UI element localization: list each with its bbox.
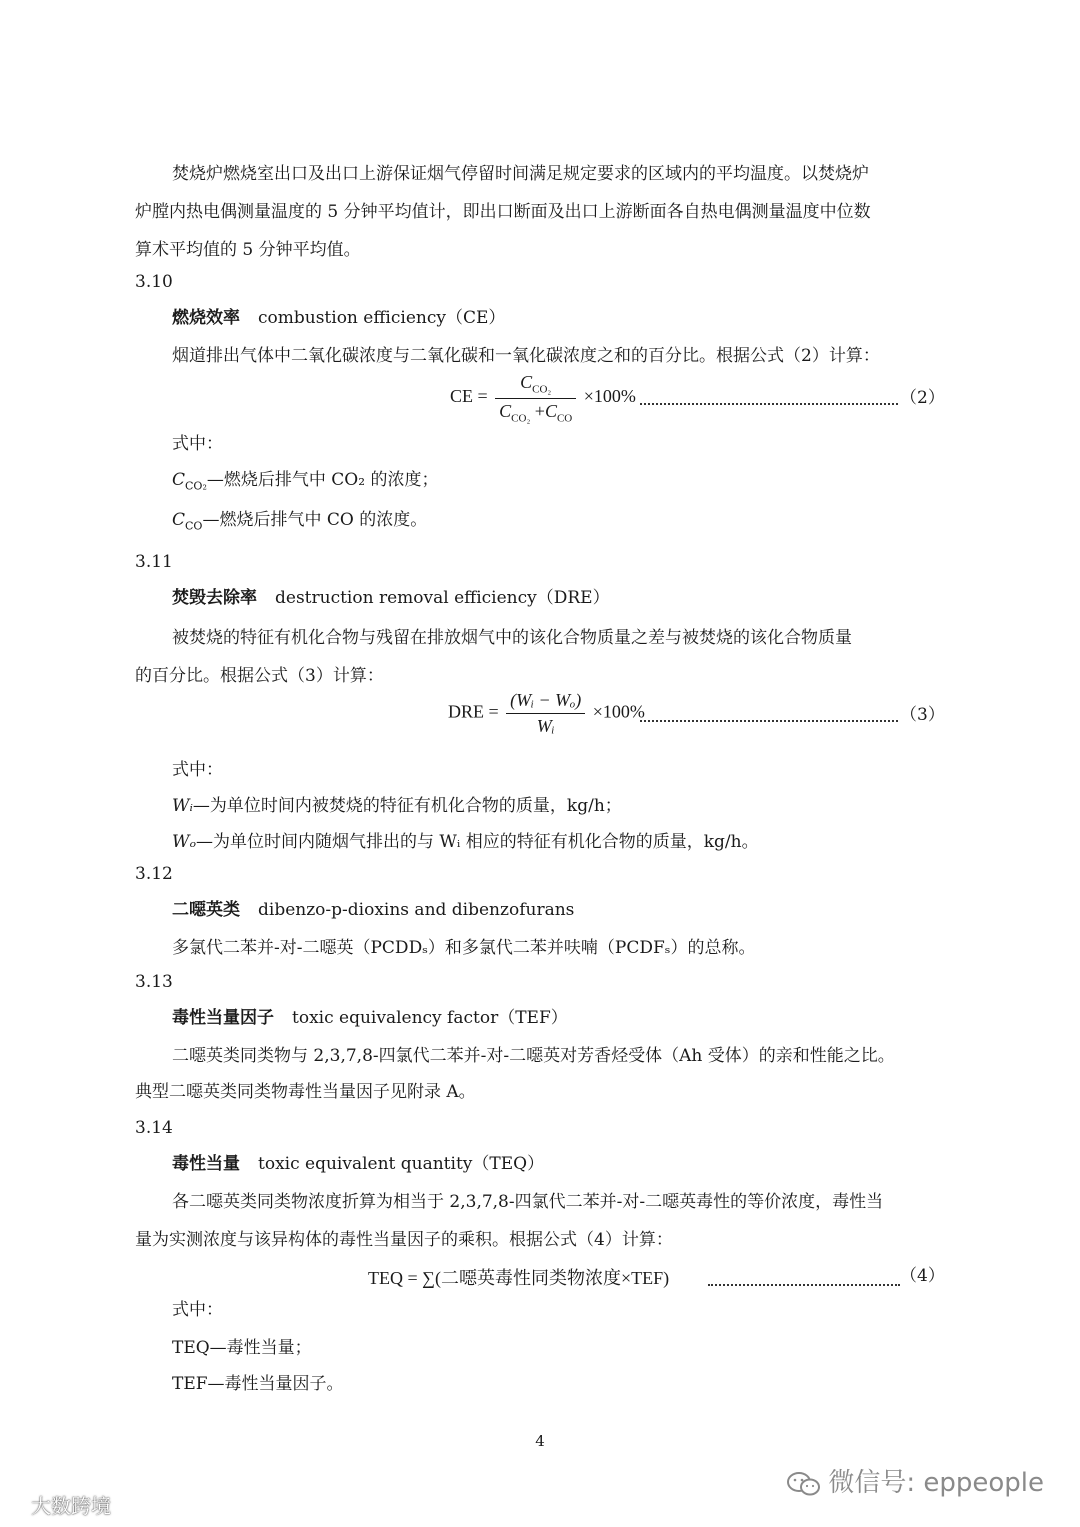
paragraph-line: 算术平均值的 5 分钟平均值。	[135, 240, 361, 260]
term-description: 各二噁英类同类物浓度折算为相当于 2,3,7,8-四氯代二苯并-对-二噁英毒性的等价浓度，毒性当	[172, 1192, 884, 1212]
definition-line: TEQ—毒性当量；	[172, 1338, 312, 1358]
watermark-left	[6, 1490, 111, 1519]
formula-operator: +	[530, 400, 545, 421]
term-en: destruction removal efficiency（DRE）	[275, 588, 610, 608]
formula-symbol: C	[544, 400, 557, 421]
watermark-right	[786, 1462, 1044, 1499]
leader-dots	[640, 403, 898, 405]
formula-fraction	[506, 690, 585, 737]
term-description: 的百分比。根据公式（3）计算：	[135, 666, 384, 686]
definition-line	[172, 830, 759, 854]
watermark-text: 微信号: eppeople	[828, 1468, 1044, 1498]
definition-text: —为单位时间内随烟气排出的与 Wᵢ 相应的特征有机化合物的质量，kg/h。	[196, 832, 759, 852]
term-cn: 毒性当量	[172, 1154, 240, 1174]
term-en: toxic equivalent quantity（TEQ）	[258, 1154, 545, 1174]
page-number: 4	[535, 1432, 545, 1450]
definition-symbol: C	[172, 510, 186, 530]
where-label: 式中：	[172, 434, 223, 454]
definition-text: —为单位时间内被焚烧的特征有机化合物的质量，kg/h；	[192, 796, 622, 816]
formula-lhs: DRE =	[448, 701, 499, 722]
where-label: 式中：	[172, 1300, 223, 1320]
equation-number: （2）	[900, 388, 945, 408]
formula-subscript: CO₂	[532, 383, 552, 396]
term-description: 烟道排出气体中二氧化碳浓度与二氧化碳和一氧化碳浓度之和的百分比。根据公式（2）计算：	[172, 346, 880, 366]
section-number: 3.14	[135, 1118, 173, 1138]
definition-text: —燃烧后排气中 CO₂ 的浓度；	[206, 470, 439, 490]
watermark-text: 大数跨境	[31, 1494, 111, 1518]
term-cn: 毒性当量因子	[172, 1008, 274, 1028]
where-label: 式中：	[172, 760, 223, 780]
formula-ce	[450, 372, 636, 424]
formula-numerator: (Wᵢ − Wₒ)	[506, 690, 585, 714]
formula-denominator: Wᵢ	[536, 716, 555, 736]
definition-subscript: CO₂	[185, 479, 207, 493]
formula-fraction	[495, 372, 576, 424]
formula-teq: TEQ = ∑(二噁英毒性同类物浓度×TEF)	[368, 1268, 670, 1288]
term-heading	[172, 1152, 544, 1176]
definition-line	[172, 794, 622, 818]
section-number: 3.10	[135, 272, 173, 292]
logo-icon	[6, 1499, 28, 1517]
definition-line	[172, 508, 427, 538]
term-cn: 焚毁去除率	[172, 588, 257, 608]
definition-text: —燃烧后排气中 CO 的浓度。	[202, 510, 428, 530]
term-cn: 二噁英类	[172, 900, 240, 920]
definition-symbol: C	[172, 470, 186, 490]
formula-subscript: CO₂	[511, 412, 531, 425]
wechat-logo-icon	[786, 1471, 822, 1497]
equation-number: （3）	[900, 705, 945, 725]
definition-subscript: CO	[185, 519, 203, 533]
formula-lhs: CE =	[450, 386, 488, 407]
definition-symbol: Wₒ	[172, 832, 197, 852]
leader-dots	[708, 1284, 900, 1286]
term-description: 二噁英类同类物与 2,3,7,8-四氯代二苯并-对-二噁英对芳香烃受体（Ah 受体）的亲和性能之比。	[172, 1046, 895, 1066]
section-number: 3.12	[135, 864, 173, 884]
formula-rhs: ×100%	[583, 386, 636, 407]
paragraph-line: 炉膛内热电偶测量温度的 5 分钟平均值计，即出口断面及出口上游断面各自热电偶测量温度中位数	[135, 202, 871, 222]
definition-line	[172, 468, 438, 498]
leader-dots	[640, 720, 898, 722]
term-heading	[172, 898, 574, 922]
term-description: 被焚烧的特征有机化合物与残留在排放烟气中的该化合物质量之差与被焚烧的该化合物质量	[172, 628, 852, 648]
section-number: 3.13	[135, 972, 173, 992]
term-description: 典型二噁英类同类物毒性当量因子见附录 A。	[135, 1082, 476, 1102]
formula-symbol: C	[520, 372, 533, 392]
term-heading	[172, 586, 610, 610]
formula-dre	[448, 690, 645, 737]
term-description: 量为实测浓度与该异构体的毒性当量因子的乘积。根据公式（4）计算：	[135, 1230, 673, 1250]
definition-symbol: Wᵢ	[172, 796, 193, 816]
definition-line: TEF—毒性当量因子。	[172, 1374, 344, 1394]
term-description: 多氯代二苯并-对-二噁英（PCDDₛ）和多氯代二苯并呋喃（PCDFₛ）的总称。	[172, 938, 756, 958]
term-en: combustion efficiency（CE）	[258, 308, 506, 328]
equation-number: （4）	[900, 1266, 945, 1286]
formula-rhs: ×100%	[592, 701, 645, 722]
formula-symbol: C	[499, 400, 512, 421]
term-cn: 燃烧效率	[172, 308, 240, 328]
term-en: dibenzo-p-dioxins and dibenzofurans	[258, 900, 575, 920]
term-heading	[172, 1006, 568, 1030]
paragraph-line: 焚烧炉燃烧室出口及出口上游保证烟气停留时间满足规定要求的区域内的平均温度。以焚烧炉	[172, 164, 869, 184]
term-en: toxic equivalency factor（TEF）	[292, 1008, 568, 1028]
section-number: 3.11	[135, 552, 173, 572]
formula-subscript: CO	[556, 412, 573, 425]
term-heading	[172, 306, 505, 330]
